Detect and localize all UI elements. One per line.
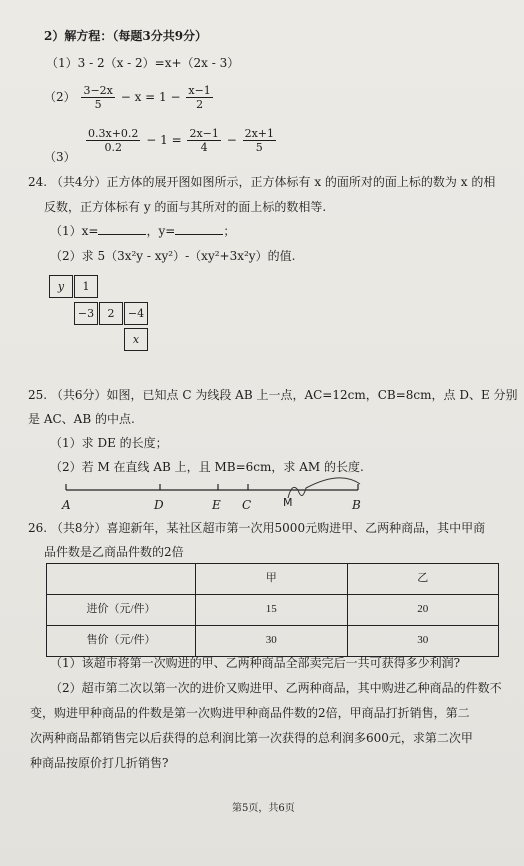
q26-sub-2-line-2: 变，购进甲种商品的件数是第一次购进甲种商品件数的2倍，甲商品打折销售，第二 bbox=[30, 706, 470, 720]
q24-x-label: （1）x= bbox=[50, 224, 99, 238]
table-cell: 30 bbox=[347, 626, 499, 657]
q25-line-2: 是 AC、AB 的中点. bbox=[28, 412, 135, 426]
point-d-label: D bbox=[154, 498, 164, 512]
cube-face-y: y bbox=[49, 275, 73, 298]
denominator: 5 bbox=[255, 141, 263, 155]
denominator: 5 bbox=[94, 98, 102, 112]
q26-sub-1: （1）该超市将第一次购进的甲、乙两种商品全部卖完后一共可获得多少利润? bbox=[50, 656, 461, 670]
goods-price-table bbox=[46, 563, 499, 657]
fraction bbox=[187, 127, 220, 154]
table-row-label: 进价（元/件） bbox=[47, 595, 196, 626]
q24-line-1: 24. （共4分）正方体的展开图如图所示，正方体标有 x 的面所对的面上标的数为 x 的相 bbox=[28, 175, 496, 189]
numerator: x−1 bbox=[188, 84, 211, 97]
fraction bbox=[86, 127, 140, 154]
table-cell bbox=[47, 564, 196, 595]
point-a-label: A bbox=[62, 498, 71, 512]
fraction bbox=[243, 127, 276, 154]
equation-2-label: （2） bbox=[44, 90, 76, 105]
answer-blank-x[interactable] bbox=[98, 224, 146, 235]
q24-line-2: 反数，正方体标有 y 的面与其所对的面上标的数相等. bbox=[44, 200, 327, 214]
table-cell: 15 bbox=[196, 595, 348, 626]
table-header-jia: 甲 bbox=[196, 564, 348, 595]
page-footer: 第5页，共6页 bbox=[232, 803, 295, 814]
cube-face-neg4: −4 bbox=[124, 302, 148, 325]
equation-1: （1）3 - 2（x - 2）=x+（2x - 3） bbox=[46, 56, 240, 70]
fraction bbox=[81, 84, 114, 111]
table-row-label: 售价（元/件） bbox=[47, 626, 196, 657]
equation-2 bbox=[44, 84, 215, 111]
segment-diagram bbox=[40, 468, 380, 514]
table-cell: 30 bbox=[196, 626, 348, 657]
equation-3-middle-2: − bbox=[226, 133, 237, 148]
handwritten-mark bbox=[288, 478, 360, 498]
table-cell: 20 bbox=[347, 595, 499, 626]
table-header-row bbox=[47, 564, 499, 595]
point-b-label: B bbox=[352, 498, 361, 512]
numerator: 3−2x bbox=[83, 84, 113, 97]
point-e-label: E bbox=[212, 498, 221, 512]
equation-3-label: （3） bbox=[44, 150, 76, 164]
cube-face-1: 1 bbox=[74, 275, 98, 298]
cube-face-x: x bbox=[124, 328, 148, 351]
denominator: 4 bbox=[200, 141, 208, 155]
point-m-label: M bbox=[283, 496, 293, 509]
point-c-label: C bbox=[242, 498, 252, 512]
q25-sub-1: （1）求 DE 的长度； bbox=[50, 436, 168, 450]
equation-3 bbox=[84, 127, 278, 154]
q24-y-label: ，y= bbox=[146, 224, 176, 238]
fraction bbox=[186, 84, 212, 111]
answer-blank-y[interactable] bbox=[175, 224, 223, 235]
table-row bbox=[47, 595, 499, 626]
numerator: 2x+1 bbox=[244, 127, 275, 140]
q26-sub-2-line-3: 次两种商品都销售完以后获得的总利润比第一次获得的总利润多600元，求第二次甲 bbox=[30, 731, 473, 745]
q26-line-1: 26. （共8分）喜迎新年，某社区超市第一次用5000元购进甲、乙两种商品，其中甲商 bbox=[28, 521, 486, 535]
q26-sub-2-line-4: 种商品按原价打几折销售? bbox=[30, 756, 169, 770]
table-header-yi: 乙 bbox=[347, 564, 499, 595]
solve-title: 2）解方程：（每题3分共9分） bbox=[44, 29, 208, 43]
denominator: 0.2 bbox=[104, 141, 122, 155]
equation-2-middle: − x = 1 − bbox=[120, 90, 181, 105]
cube-face-2: 2 bbox=[99, 302, 123, 325]
numerator: 0.3x+0.2 bbox=[88, 127, 139, 140]
cube-face-neg3: −3 bbox=[74, 302, 98, 325]
q24-sub-1 bbox=[50, 224, 235, 239]
q26-line-2: 品件数是乙商品件数的2倍 bbox=[44, 545, 184, 559]
denominator: 2 bbox=[196, 98, 204, 112]
table-row bbox=[47, 626, 499, 657]
equation-3-middle-1: − 1 = bbox=[146, 133, 182, 148]
q24-sub-2: （2）求 5（3x²y - xy²）-（xy²+3x²y）的值. bbox=[50, 249, 296, 263]
q24-semicolon: ； bbox=[223, 224, 236, 238]
q26-sub-2-line-1: （2）超市第二次以第一次的进价又购进甲、乙两种商品，其中购进乙种商品的件数不 bbox=[50, 681, 502, 695]
numerator: 2x−1 bbox=[189, 127, 219, 140]
q25-line-1: 25. （共6分）如图，已知点 C 为线段 AB 上一点，AC=12cm，CB=8cm，点 D、E 分别 bbox=[28, 388, 518, 402]
q25-sub-2: （2）若 M 在直线 AB 上，且 MB=6cm，求 AM 的长度. bbox=[50, 460, 364, 474]
